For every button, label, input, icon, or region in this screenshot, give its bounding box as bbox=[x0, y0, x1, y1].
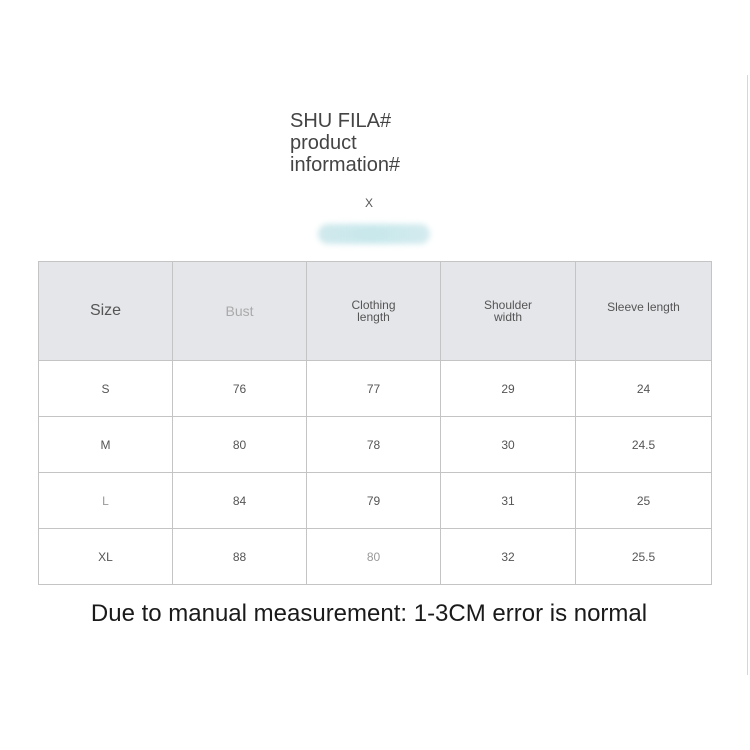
header-shoulder-width-line-2: width bbox=[493, 310, 522, 324]
cell-size: S bbox=[39, 361, 173, 417]
header-sleeve-length: Sleeve length bbox=[576, 262, 712, 361]
cell-clothing-length: 80 bbox=[307, 529, 441, 585]
cell-clothing-length: 79 bbox=[307, 473, 441, 529]
measurement-note: Due to manual measurement: 1-3CM error is normal bbox=[90, 600, 648, 627]
table-row bbox=[39, 529, 712, 585]
edge-divider bbox=[747, 75, 748, 675]
cell-bust: 76 bbox=[173, 361, 307, 417]
title-line-brand: SHU FILA# bbox=[290, 110, 392, 132]
cell-size: M bbox=[39, 417, 173, 473]
table-row bbox=[39, 361, 712, 417]
table-row bbox=[39, 417, 712, 473]
header-bust: Bust bbox=[173, 262, 307, 361]
cell-shoulder-width: 30 bbox=[441, 417, 576, 473]
cell-bust: 84 bbox=[173, 473, 307, 529]
header-shoulder-width bbox=[441, 262, 576, 361]
table-row bbox=[39, 473, 712, 529]
cell-shoulder-width: 29 bbox=[441, 361, 576, 417]
cell-sleeve-length: 25 bbox=[576, 473, 712, 529]
header-clothing-length-line-1: Clothing bbox=[351, 298, 396, 312]
cell-clothing-length: 78 bbox=[307, 417, 441, 473]
header-shoulder-width-line-1: Shoulder bbox=[483, 298, 533, 312]
cell-sleeve-length: 25.5 bbox=[576, 529, 712, 585]
size-chart-table bbox=[38, 261, 712, 585]
title-line-product: product bbox=[290, 132, 357, 154]
cell-bust: 80 bbox=[173, 417, 307, 473]
cell-sleeve-length: 24.5 bbox=[576, 417, 712, 473]
cell-shoulder-width: 32 bbox=[441, 529, 576, 585]
cell-size: XL bbox=[39, 529, 173, 585]
cell-size: L bbox=[39, 473, 173, 529]
cell-sleeve-length: 24 bbox=[576, 361, 712, 417]
blurred-decoration bbox=[318, 224, 430, 244]
close-mark: X bbox=[365, 196, 374, 210]
table-header-row bbox=[39, 262, 712, 361]
header-size: Size bbox=[39, 262, 173, 361]
header-clothing-length-line-2: length bbox=[357, 310, 390, 324]
cell-clothing-length: 77 bbox=[307, 361, 441, 417]
header-clothing-length bbox=[307, 262, 441, 361]
cell-shoulder-width: 31 bbox=[441, 473, 576, 529]
product-title bbox=[290, 110, 400, 176]
cell-bust: 88 bbox=[173, 529, 307, 585]
title-line-information: information# bbox=[290, 154, 401, 176]
